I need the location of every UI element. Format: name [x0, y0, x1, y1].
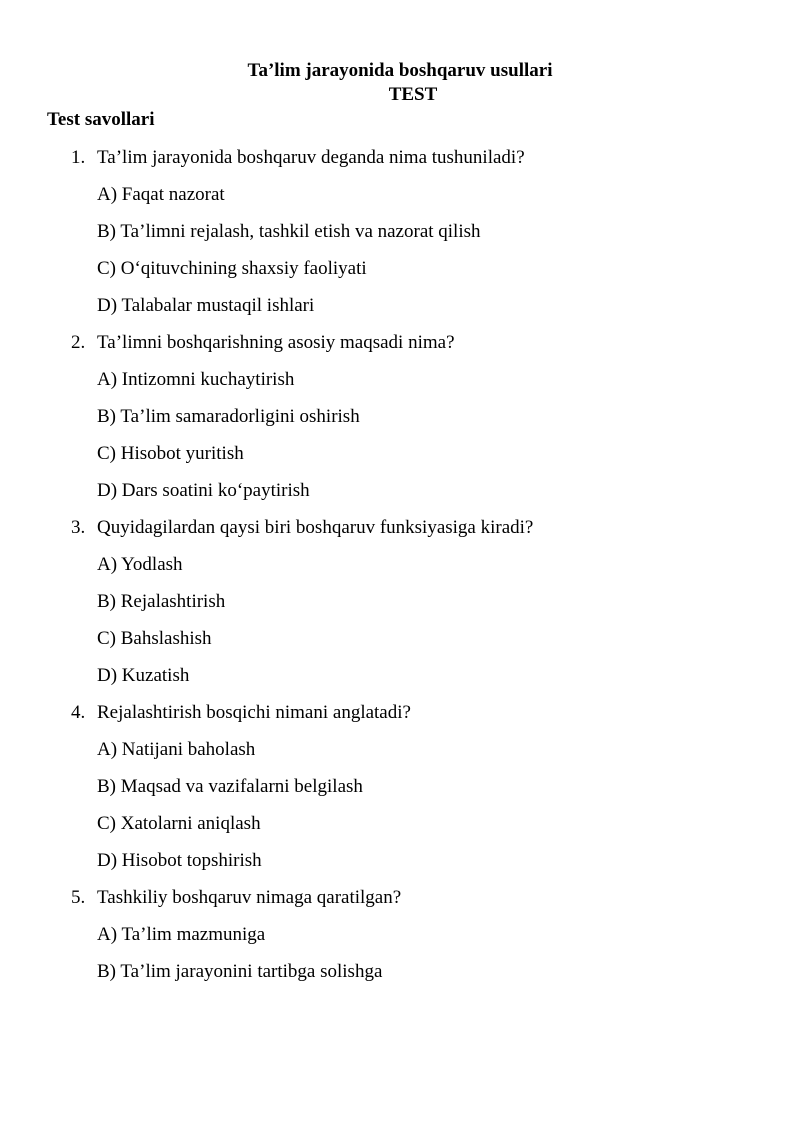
answer-option: D) Talabalar mustaqil ishlari [97, 295, 315, 316]
question-5 [0, 883, 800, 920]
answer-option: D) Hisobot topshirish [97, 850, 262, 871]
answer-option: A) Faqat nazorat [97, 184, 225, 205]
section-heading: Test savollari [47, 109, 155, 130]
answer-option: B) Rejalashtirish [97, 591, 226, 612]
question-number: 1. [71, 147, 86, 168]
answer-option: A) Yodlash [97, 554, 183, 575]
question-number: 3. [71, 517, 86, 538]
answer-option: B) Ta’lim jarayonini tartibga solishga [97, 961, 383, 982]
question-2 [0, 328, 800, 365]
question-number: 2. [71, 332, 86, 353]
answer-option: A) Ta’lim mazmuniga [97, 924, 266, 945]
answer-option: C) O‘qituvchining shaxsiy faoliyati [97, 258, 367, 279]
question-text: Rejalashtirish bosqichi nimani anglatadi? [97, 702, 411, 723]
answer-option: B) Maqsad va vazifalarni belgilash [97, 776, 363, 797]
answer-option: B) Ta’limni rejalash, tashkil etish va nazorat qilish [97, 221, 481, 242]
question-text: Ta’lim jarayonida boshqaruv deganda nima tushuniladi? [97, 147, 525, 168]
question-1 [0, 143, 800, 180]
answer-option: D) Kuzatish [97, 665, 190, 686]
document-title: Ta’lim jarayonida boshqaruv usullari [247, 60, 553, 81]
answer-option: A) Intizomni kuchaytirish [97, 369, 295, 390]
question-number: 4. [71, 702, 86, 723]
question-3 [0, 513, 800, 550]
question-text: Tashkiliy boshqaruv nimaga qaratilgan? [97, 887, 402, 908]
question-text: Ta’limni boshqarishning asosiy maqsadi nima? [97, 332, 455, 353]
answer-option: A) Natijani baholash [97, 739, 256, 760]
answer-option: C) Bahslashish [97, 628, 212, 649]
answer-option: B) Ta’lim samaradorligini oshirish [97, 406, 360, 427]
question-list [0, 143, 800, 994]
question-text: Quyidagilardan qaysi biri boshqaruv funksiyasiga kiradi? [97, 517, 534, 538]
answer-option: C) Xatolarni aniqlash [97, 813, 261, 834]
document-subtitle: TEST [388, 84, 438, 105]
answer-option: D) Dars soatini ko‘paytirish [97, 480, 310, 501]
answer-option: C) Hisobot yuritish [97, 443, 244, 464]
question-number: 5. [71, 887, 86, 908]
question-4 [0, 698, 800, 735]
